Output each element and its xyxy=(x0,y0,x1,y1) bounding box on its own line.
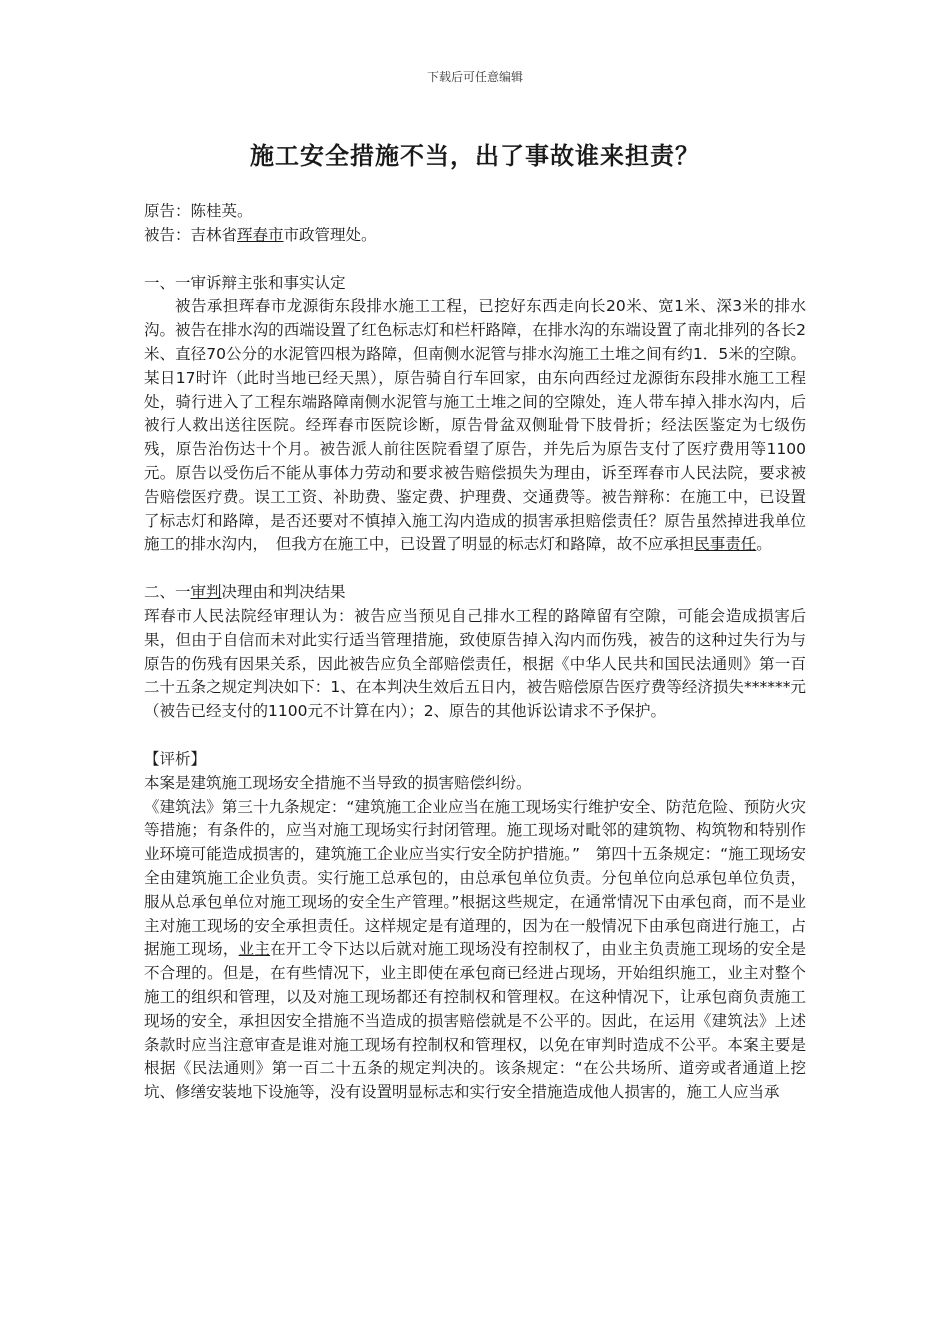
defendant-prefix: 被告：吉林省 xyxy=(144,225,238,244)
spacer xyxy=(144,248,806,272)
header-note: 下载后可任意编辑 xyxy=(426,70,523,84)
spacer xyxy=(144,557,806,581)
owner-link[interactable]: 业主 xyxy=(238,940,271,959)
section2-heading-suffix: 决理由和判决结果 xyxy=(221,583,346,602)
defendant-line xyxy=(144,224,806,248)
section2-paragraph: 珲春市人民法院经审理认为：被告应当预见自己排水工程的路障留有空隙，可能会造成损害后果，但由于自信而未对此实行适当管理措施，致使原告掉入沟内而伤残，被告的这种过失行为与原告的伤残有因果关系，因此被告应负全部赔偿责任，根据《中华人民共和国民法通则》第一百二十五条之规定判决如下：1、在本判决生效后五日内，被告赔偿原告医疗费等经济损失******元（被告已经支付的1100元不计算在内）；2、原告的其他诉讼请求不予保护。 xyxy=(144,606,806,721)
document-body xyxy=(144,200,806,1105)
trial-link[interactable]: 审判 xyxy=(190,583,222,602)
spacer xyxy=(144,724,806,748)
section2-heading xyxy=(144,581,806,605)
section2-heading-prefix: 二、一 xyxy=(144,583,191,602)
section3-text: 《建筑法》第三十九条规定：“建筑施工企业应当在施工现场实行维护安全、防范危险、预防火灾等措施；有条件的，应当对施工现场实行封闭管理。施工现场对毗邻的建筑物、构筑物和特别作业环境可能造成损害的，建筑施工企业应当实行安全防护措施。” 第四十五条规定：“施工现场安全由建筑施工企业负责。实行施工总承包的，由总承包单位负责。分包单位向总承包单位负责，服从总承包单位对施工现场的安全生产管理。”根据这些规定，在通常情况下由承包商，而不是业主对施工现场的安全承担责任。这样规定是有道理的，因为在一般情况下由承包商进行施工，占据施工现场， xyxy=(144,797,806,959)
defendant-suffix: 市政管理处。 xyxy=(283,225,377,244)
section1-text-end: 。 xyxy=(756,535,772,554)
defendant-city-link[interactable]: 珲春市 xyxy=(237,225,284,244)
plaintiff-line: 原告：陈桂英。 xyxy=(144,202,253,220)
section1-text: 被告承担珲春市龙源街东段排水施工工程，已挖好东西走向长20米、宽1米、深3米的排水沟。被告在排水沟的西端设置了红色标志灯和栏杆路障，在排水沟的东端设置了南北排列的各长2米、直径70公分的水泥管四根为路障，但南侧水泥管与排水沟施工土堆之间有约1．5米的空隙。某日17时许（此时当地已经天黑），原告骑自行车回家，由东向西经过龙源街东段排水施工工程处，骑行进入了工程东端路障南侧水泥管与施工土堆之间的空隙处，连人带车掉入排水沟内，后被行人救出送往医院。经珲春市医院诊断，原告骨盆双侧耻骨下肢骨折；经法医鉴定为七级伤残，原告治伤达十个月。被告派人前往医院看望了原告，并先后为原告支付了医疗费用等1100元。原告以受伤后不能从事体力劳动和要求被告赔偿损失为理由，诉至珲春市人民法院，要求被告赔偿医疗费。误工工资、补助费、鉴定费、护理费、交通费等。被告辩称：在施工中，已设置了标志灯和路障，是否还要对不慎掉入施工沟内造成的损害承担赔偿责任？原告虽然掉进我单位施工的排水沟内， 但我方在施工中，已设置了明显的标志灯和路障，故不应承担 xyxy=(144,297,806,554)
section3-paragraph xyxy=(144,796,806,1105)
section1-paragraph xyxy=(144,295,806,557)
document-title: 施工安全措施不当，出了事故谁来担责？ xyxy=(250,142,700,170)
section3-text-end: 在开工令下达以后就对施工现场没有控制权了，由业主负责施工现场的安全是不合理的。但是，在有些情况下，业主即使在承包商已经进占现场，开始组织施工，业主对整个施工的组织和管理，以及对施工现场都还有控制权和管理权。在这种情况下，让承包商负责施工现场的安全，承担因安全措施不当造成的损害赔偿就是不公平的。因此，在运用《建筑法》上述条款时应当注意审查是谁对施工现场有控制权和管理权，以免在审判时造成不公平。本案主要是根据《民法通则》第一百二十五条的规定判决的。该条规定：“在公共场所、道旁或者通道上挖坑、修缮安装地下设施等，没有设置明显标志和实行安全措施造成他人损害的，施工人应当承 xyxy=(144,940,806,1102)
civil-liability-link[interactable]: 民事责任 xyxy=(694,535,757,554)
section1-heading: 一、一审诉辩主张和事实认定 xyxy=(144,273,346,292)
section3-heading: 【评析】 xyxy=(144,749,207,768)
section3-intro: 本案是建筑施工现场安全措施不当导致的损害赔偿纠纷。 xyxy=(144,773,532,792)
